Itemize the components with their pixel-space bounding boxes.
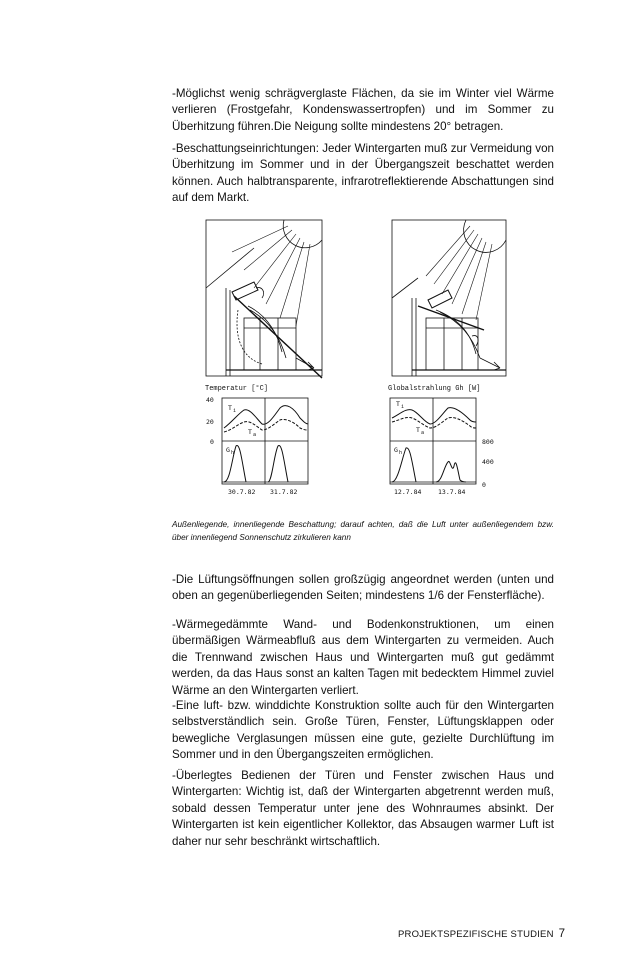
- left-gh-label: G: [226, 446, 230, 454]
- paragraph-ventilation-openings: -Die Lüftungsöffnungen sollen großzügig angeordnet werden (unten und oben an gegenüberliegenden Seiten; mindestens 1/6 der Fensterfläche).: [172, 573, 554, 603]
- figure-svg: [204, 218, 510, 518]
- page-footer: [398, 928, 565, 940]
- right-tick-800: 800: [482, 438, 494, 446]
- right-tick-0: 0: [482, 481, 486, 489]
- left-ti-label: T: [228, 404, 232, 412]
- paragraph-operation: -Überlegtes Bedienen der Türen und Fenster zwischen Haus und Wintergarten: Wichtig ist, daß der Wintergarten abgetrennt werden muß, sobald dessen Temperatur unter jene des Wohnraumes absinkt. Der Wintergarten ist kein eigentlicher Kollektor, das Absaugen warmer Luft ist daher nur sehr beschränkt wirtschaftlich.: [172, 769, 554, 848]
- footer-title: PROJEKTSPEZIFISCHE STUDIEN: [398, 929, 554, 940]
- left-tick-20: 20: [206, 418, 214, 426]
- right-ta-label: T: [416, 426, 420, 434]
- right-chart-title: Globalstrahlung Gh [W]: [388, 385, 481, 393]
- left-section-drawing: [206, 220, 322, 378]
- figure-caption: Außenliegende, innenliegende Beschattung; darauf achten, daß die Luft unter außenliegendem bzw. über innenliegend Sonnenschutz zirkulieren kann: [172, 520, 554, 542]
- left-ta-sub: a: [253, 432, 257, 438]
- paragraph-airtight: -Eine luft- bzw. winddichte Konstruktion sollte auch für den Wintergarten selbstverständlich sein. Große Türen, Fenster, Lüftungsklappen oder bewegliche Verglasungen müssen eine gute, gezielte Durchlüftung im Sommer und in den Übergangszeiten ermöglichen.: [172, 699, 554, 762]
- left-ta-label: T: [248, 428, 252, 436]
- right-chart: [390, 398, 476, 484]
- left-ti-sub: i: [233, 408, 237, 414]
- right-tick-400: 400: [482, 458, 494, 466]
- left-tick-0: 0: [210, 438, 214, 446]
- right-date-1: 12.7.84: [394, 488, 422, 496]
- right-gh-sub: h: [399, 450, 403, 456]
- left-date-1: 30.7.82: [228, 488, 256, 496]
- left-date-2: 31.7.82: [270, 488, 298, 496]
- left-chart-title: Temperatur [°C]: [205, 385, 269, 393]
- right-date-2: 13.7.84: [438, 488, 466, 496]
- right-section-drawing: [392, 220, 506, 376]
- paragraph-shading: -Beschattungseinrichtungen: Jeder Wintergarten muß zur Vermeidung von Überhitzung im Sommer und in der Übergangszeit beschattet werden können. Auch halbtransparente, infrarotreflektierende Abschattungen sind auf dem Markt.: [172, 142, 554, 205]
- paragraph-insulation: -Wärmegedämmte Wand- und Bodenkonstruktionen, um einen übermäßigen Wärmeabfluß aus dem Wintergarten zu vermeiden. Auch die Trennwand zwischen Haus und Wintergarten muß gut gedämmt werden, da das Haus sonst an kalten Tagen mit bedecktem Himmel zuviel Wärme an den Wintergarten verliert.: [172, 618, 554, 697]
- right-ti-sub: i: [401, 404, 405, 410]
- left-gh-sub: h: [231, 450, 235, 456]
- right-gh-label: G: [394, 446, 398, 454]
- figure-shading-diagrams: [204, 218, 510, 518]
- right-ti-label: T: [396, 400, 400, 408]
- page-number: 7: [558, 928, 566, 940]
- paragraph-glazing: -Möglichst wenig schrägverglaste Flächen, da sie im Winter viel Wärme verlieren (Frostgefahr, Kondenswassertropfen) und im Sommer zu Überhitzung führen.Die Neigung sollte mindestens 20° betragen.: [172, 87, 554, 133]
- left-tick-40: 40: [206, 396, 214, 404]
- right-ta-sub: a: [421, 430, 425, 436]
